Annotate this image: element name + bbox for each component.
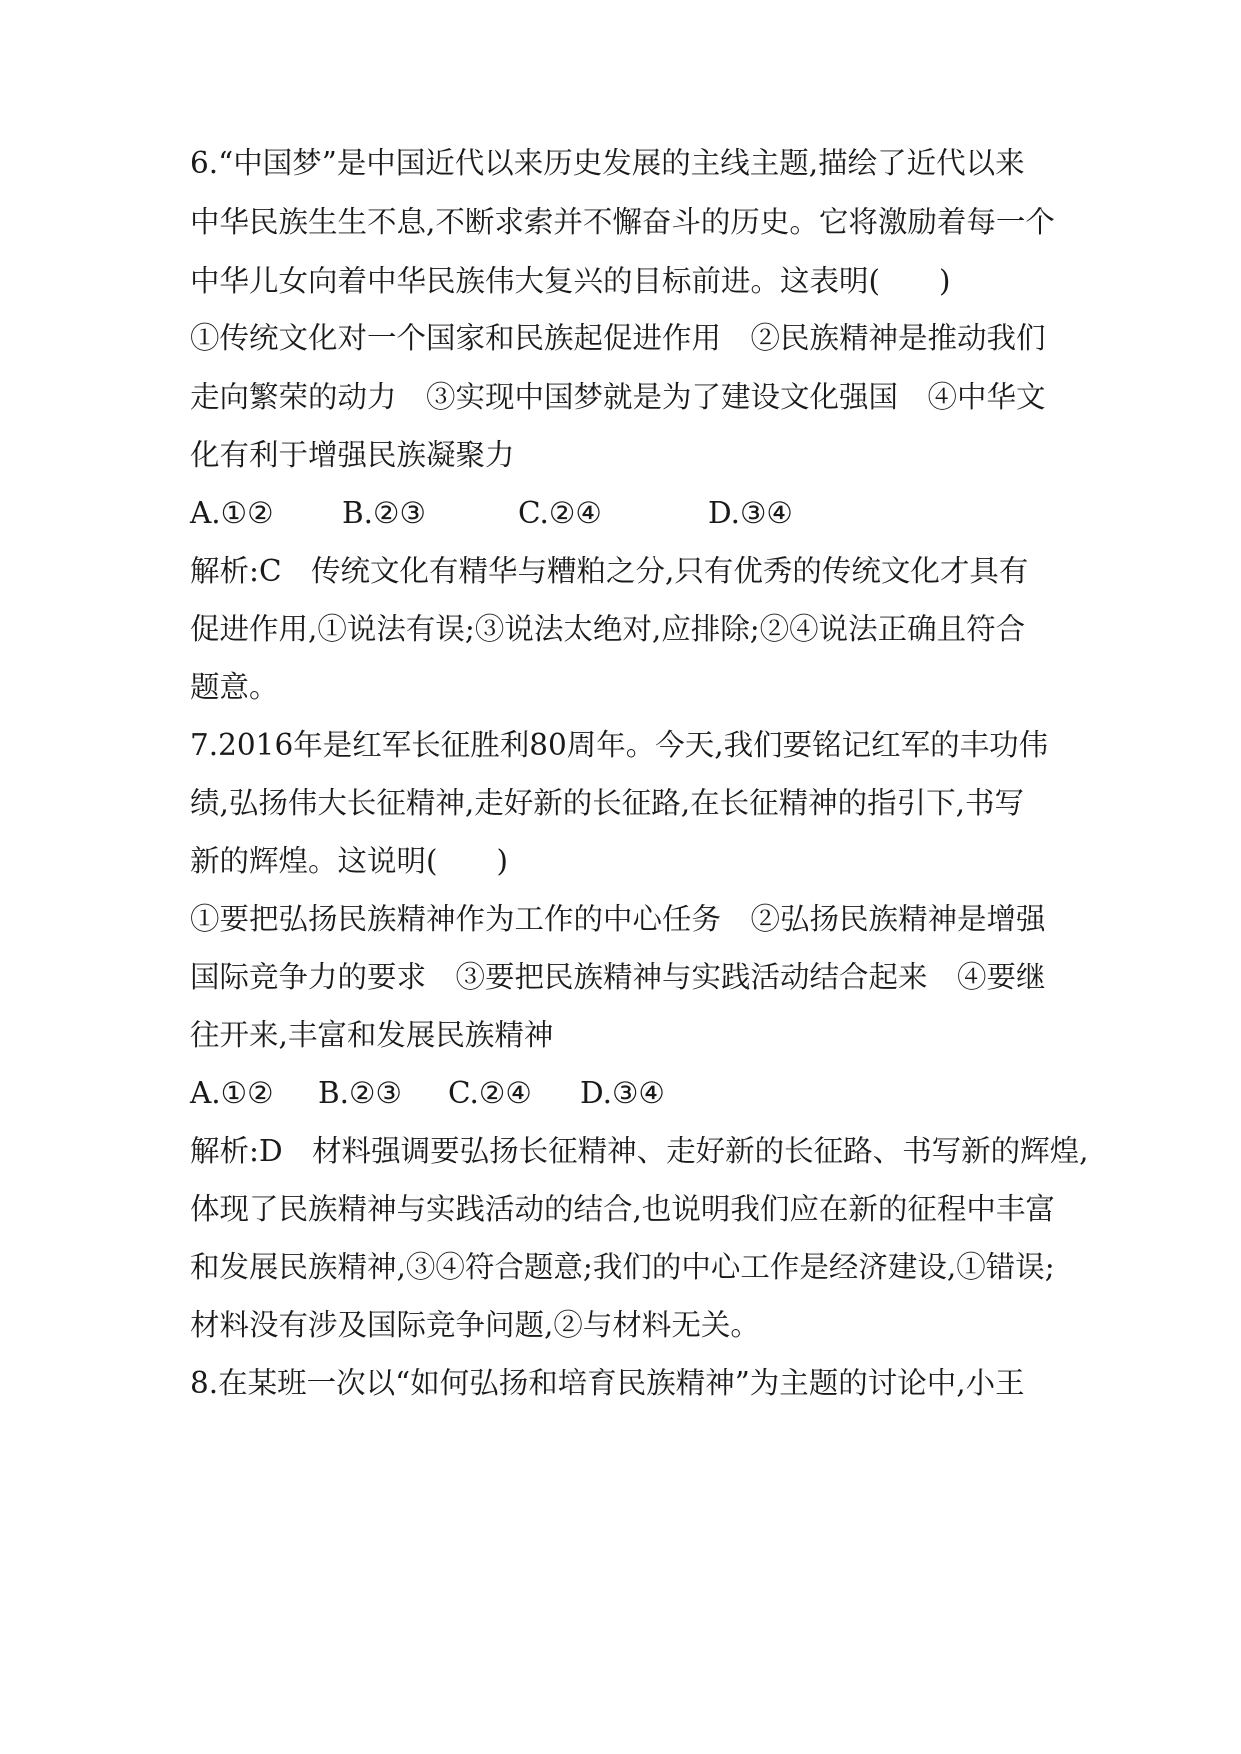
q6-option-d: D.③④ — [708, 496, 793, 530]
q8-stem-line-1: 8.在某班一次以“如何弘扬和培育民族精神”为主题的讨论中,小王 — [190, 1366, 1025, 1400]
q7-stem-line-2: 绩,弘扬伟大长征精神,走好新的长征路,在长征精神的指引下,书写 — [190, 786, 1025, 820]
q6-stem-line-1: 6.“中国梦”是中国近代以来历史发展的主线主题,描绘了近代以来 — [190, 146, 1025, 180]
q7-stem-line-3: 新的辉煌。这说明( ) — [190, 844, 509, 878]
q6-option-a: A.①② — [190, 496, 274, 530]
q7-analysis-line-2: 体现了民族精神与实践活动的结合,也说明我们应在新的征程中丰富 — [190, 1192, 1055, 1226]
q6-statement-line-2: 走向繁荣的动力 ③实现中国梦就是为了建设文化强国 ④中华文 — [190, 380, 1046, 414]
q6-analysis-line-2: 促进作用,①说法有误;③说法太绝对,应排除;②④说法正确且符合 — [190, 612, 1026, 646]
q6-option-c: C.②④ — [518, 496, 602, 530]
q6-stem-line-2: 中华民族生生不息,不断求索并不懈奋斗的历史。它将激励着每一个 — [190, 205, 1055, 239]
q7-option-d: D.③④ — [580, 1076, 665, 1110]
q7-statement-line-1: ①要把弘扬民族精神作为工作的中心任务 ②弘扬民族精神是增强 — [190, 902, 1046, 936]
q7-analysis-line-3: 和发展民族精神,③④符合题意;我们的中心工作是经济建设,①错误; — [190, 1250, 1055, 1284]
q6-analysis-line-3: 题意。 — [190, 670, 279, 704]
q7-analysis-line-4: 材料没有涉及国际竞争问题,②与材料无关。 — [190, 1308, 760, 1342]
q6-analysis-line-1: 解析:C 传统文化有精华与糟粕之分,只有优秀的传统文化才具有 — [190, 554, 1029, 588]
q6-stem-line-3: 中华儿女向着中华民族伟大复兴的目标前进。这表明( ) — [190, 264, 951, 298]
q6-option-b: B.②③ — [342, 496, 426, 530]
q7-stem-line-1: 7.2016年是红军长征胜利80周年。今天,我们要铭记红军的丰功伟 — [190, 728, 1049, 762]
q7-option-b: B.②③ — [318, 1076, 402, 1110]
q7-statement-line-2: 国际竞争力的要求 ③要把民族精神与实践活动结合起来 ④要继 — [190, 960, 1046, 994]
q6-statement-line-1: ①传统文化对一个国家和民族起促进作用 ②民族精神是推动我们 — [190, 321, 1046, 355]
q7-option-a: A.①② — [190, 1076, 274, 1110]
q7-analysis-line-1: 解析:D 材料强调要弘扬长征精神、走好新的长征路、书写新的辉煌, — [190, 1134, 1089, 1168]
q7-statement-line-3: 往开来,丰富和发展民族精神 — [190, 1018, 554, 1052]
q6-statement-line-3: 化有利于增强民族凝聚力 — [190, 438, 515, 472]
q7-option-c: C.②④ — [448, 1076, 532, 1110]
